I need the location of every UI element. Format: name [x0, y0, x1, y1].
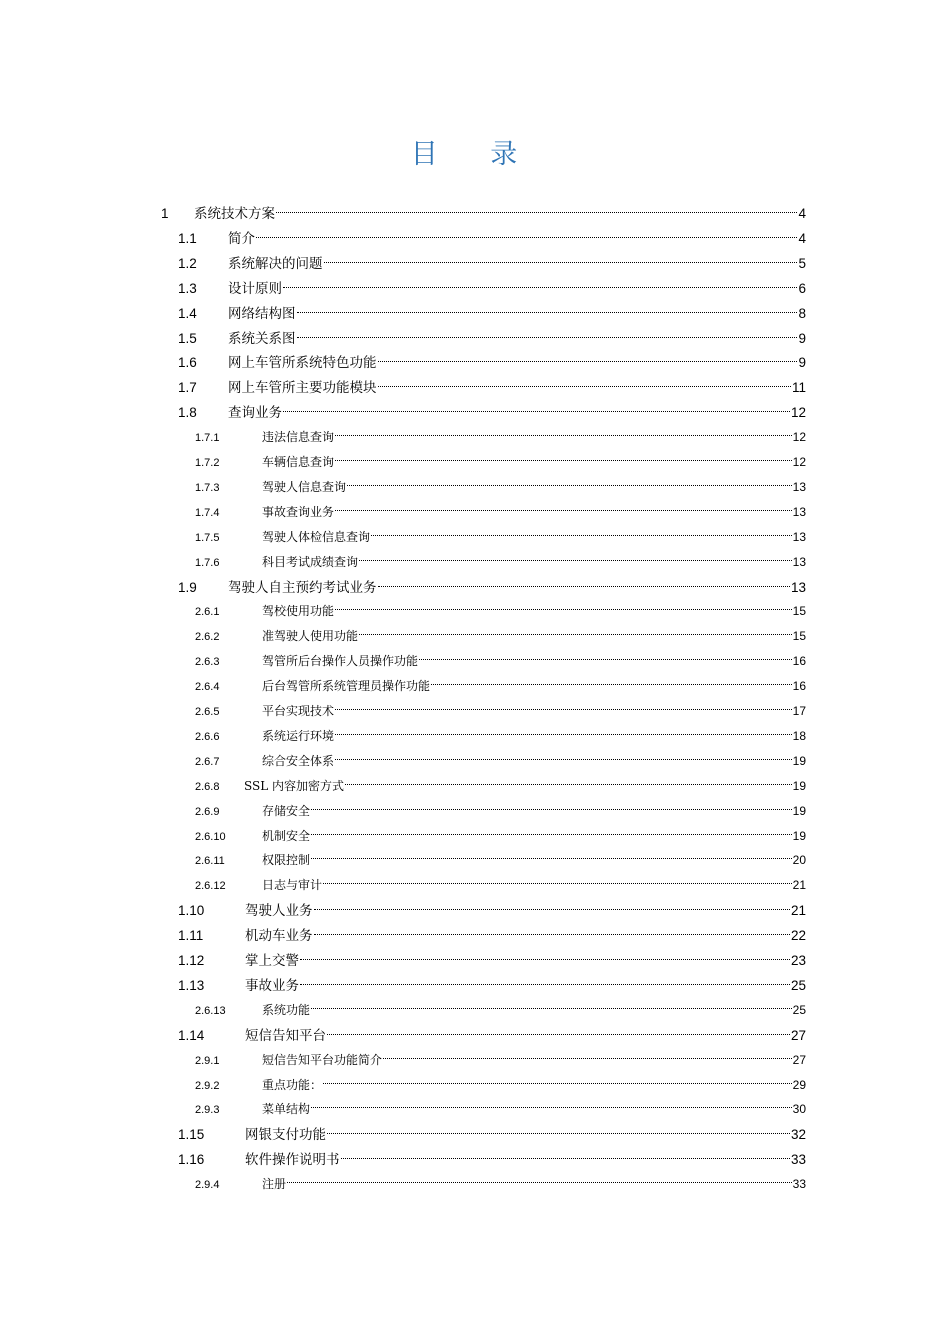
dot-leader: [419, 659, 792, 660]
toc-entry-number: 2.6.6: [195, 730, 220, 743]
toc-entry-label: 后台驾管所系统管理员操作功能: [262, 679, 431, 694]
toc-entry-number: 1.14: [178, 1027, 205, 1043]
toc-entry-label: 权限控制: [262, 853, 311, 868]
toc-entry[interactable]: [195, 500, 806, 525]
toc-entry-number: 2.9.1: [195, 1054, 220, 1067]
dot-leader: [335, 460, 792, 461]
dot-leader: [371, 535, 792, 536]
toc-entry-number: 1.7.2: [195, 457, 220, 469]
toc-entry[interactable]: [178, 1122, 806, 1147]
toc-entry-page: 13: [792, 554, 806, 569]
toc-entry[interactable]: [195, 1172, 806, 1197]
toc-entry[interactable]: [195, 824, 806, 849]
dot-leader: [283, 287, 797, 288]
toc-entry-number: 1.2: [178, 255, 197, 271]
toc-entry[interactable]: [178, 1147, 806, 1172]
toc-entry[interactable]: [195, 1097, 806, 1122]
toc-entry-page: 27: [792, 1052, 806, 1067]
toc-entry-page: 16: [792, 679, 806, 694]
toc-entry-label: 存储安全: [262, 803, 311, 818]
toc-entry-page: 20: [792, 853, 806, 868]
toc-entry-label: 驾校使用功能: [262, 604, 335, 619]
toc-entry-label: 车辆信息查询: [262, 455, 335, 469]
toc-entry-label: 违法信息查询: [262, 430, 335, 445]
dot-leader: [383, 1058, 792, 1059]
toc-entry-page: 9: [798, 330, 806, 346]
toc-entry-page: 21: [790, 903, 806, 919]
dot-leader: [345, 784, 792, 785]
toc-entry-label: 准驾驶人使用功能: [262, 629, 359, 644]
toc-entry-label: 短信告知平台功能简介: [262, 1052, 383, 1067]
dot-leader: [359, 634, 792, 635]
toc-entry-page: 27: [790, 1027, 806, 1043]
toc-entry-number: 1.7: [178, 380, 197, 396]
toc-entry-page: 19: [792, 828, 806, 843]
toc-entry-label: 事故业务: [245, 977, 299, 994]
toc-entry[interactable]: [178, 375, 806, 400]
toc-entry-number: 2.6.8: [195, 780, 220, 793]
toc-entry-label: 驾驶人体检信息查询: [262, 529, 371, 544]
toc-entry-label: 日志与审计: [262, 878, 323, 893]
toc-entry-page: 12: [792, 455, 806, 469]
toc-entry-number: 2.6.10: [195, 830, 226, 843]
toc-entry-number: 2.6.5: [195, 706, 220, 718]
toc-entry-page: 18: [792, 728, 806, 743]
toc-entry[interactable]: [195, 1048, 806, 1073]
toc-entry[interactable]: [195, 624, 806, 649]
dot-leader: [335, 510, 792, 511]
toc-entry[interactable]: [195, 724, 806, 749]
toc-entry[interactable]: [195, 1073, 806, 1098]
dot-leader: [287, 1182, 792, 1183]
toc-entry-page: 19: [792, 778, 806, 793]
toc-entry-page: 29: [792, 1077, 806, 1092]
toc-entry[interactable]: [195, 699, 806, 724]
toc-entry-number: 2.6.13: [195, 1004, 226, 1017]
toc-entry-label: 软件操作说明书: [245, 1152, 340, 1169]
dot-leader: [311, 858, 792, 859]
toc-entry-page: 16: [792, 654, 806, 669]
toc-entry-number: 1.11: [178, 928, 204, 944]
toc-entry-page: 15: [792, 604, 806, 619]
toc-entry-label: 平台实现技术: [262, 704, 335, 718]
toc-entry-page: 33: [790, 1152, 806, 1168]
toc-entry-number: 2.6.11: [195, 855, 225, 868]
toc-entry[interactable]: [195, 475, 806, 500]
dot-leader: [324, 262, 798, 263]
toc-entry-label: 短信告知平台: [245, 1027, 326, 1044]
dot-leader: [378, 386, 791, 387]
toc-entry[interactable]: [195, 649, 806, 674]
toc-entry-label: 重点功能：: [262, 1077, 323, 1092]
toc-entry-number: 1.10: [178, 903, 205, 919]
toc-entry[interactable]: [178, 326, 806, 351]
toc-entry-page: 19: [792, 753, 806, 768]
toc-entry[interactable]: [178, 226, 806, 251]
toc-entry-page: 9: [798, 355, 806, 371]
toc-entry-number: 1.7.3: [195, 481, 220, 494]
dot-leader: [335, 609, 792, 610]
toc-entry-page: 25: [790, 977, 806, 993]
toc-entry-number: 1.7.1: [195, 432, 220, 445]
toc-entry-label: SSL 内容加密方式: [244, 778, 345, 793]
toc-entry-label: 系统功能: [262, 1002, 311, 1017]
toc-entry-page: 32: [790, 1127, 806, 1143]
toc-entry[interactable]: [195, 774, 806, 799]
toc-entry-label: 系统解决的问题: [228, 255, 323, 272]
toc-entry-page: 21: [792, 878, 806, 893]
toc-entry-page: 4: [798, 206, 806, 221]
toc-entry[interactable]: [195, 998, 806, 1023]
toc-entry[interactable]: [178, 301, 806, 326]
toc-entry-label: 设计原则: [228, 280, 282, 297]
toc-entry-page: 13: [792, 504, 806, 519]
toc-entry-page: 22: [790, 928, 806, 944]
toc-entry-number: 1.13: [178, 977, 205, 993]
toc-entry-number: 1.12: [178, 953, 205, 968]
dot-leader: [297, 337, 798, 338]
toc-entry-label: 综合安全体系: [262, 753, 335, 768]
toc-entry[interactable]: [178, 350, 806, 375]
toc-entry-number: 2.9.2: [195, 1079, 220, 1092]
toc-entry-page: 30: [792, 1102, 806, 1117]
toc-entry-number: 1.4: [178, 305, 197, 321]
toc-entry-number: 2.6.9: [195, 805, 220, 818]
dot-leader: [311, 834, 792, 835]
toc-entry[interactable]: [178, 973, 806, 998]
dot-leader: [327, 1133, 790, 1134]
toc-entry-number: 1.3: [178, 280, 197, 296]
toc-entry-number: 2.6.12: [195, 880, 226, 893]
toc-entry[interactable]: [195, 674, 806, 699]
dot-leader: [323, 883, 792, 884]
toc-entry-number: 1.7.6: [195, 556, 220, 569]
toc-entry[interactable]: [195, 450, 806, 475]
toc-entry-number: 1.7.5: [195, 531, 220, 544]
toc-entry[interactable]: [195, 550, 806, 575]
dot-leader: [314, 934, 790, 935]
toc-entry-page: 12: [792, 430, 806, 445]
toc-entry[interactable]: [195, 525, 806, 550]
toc-entry-label: 网络结构图: [228, 305, 296, 322]
toc-entry-number: 1: [161, 206, 169, 221]
toc-entry-number: 2.6.7: [195, 755, 220, 768]
toc-entry[interactable]: [161, 201, 806, 226]
dot-leader: [311, 1107, 792, 1108]
dot-leader: [300, 984, 790, 985]
toc-entry[interactable]: [195, 848, 806, 873]
toc-entry-page: 5: [798, 255, 806, 271]
dot-leader: [378, 586, 790, 587]
toc-entry-number: 1.7.4: [195, 506, 220, 519]
toc-entry[interactable]: [178, 898, 806, 923]
toc-entry-number: 1.15: [178, 1127, 205, 1143]
toc-entry-label: 查询业务: [228, 405, 282, 422]
toc-entry-label: 科目考试成绩查询: [262, 554, 359, 569]
toc-entry-page: 13: [790, 579, 806, 595]
toc-entry-page: 8: [798, 305, 806, 321]
dot-leader: [335, 435, 792, 436]
toc-entry-label: 网上车管所系统特色功能: [228, 355, 377, 372]
toc-entry[interactable]: [178, 948, 806, 973]
toc-entry-label: 注册: [262, 1177, 287, 1192]
toc-entry[interactable]: [178, 400, 806, 425]
toc-entry-number: 1.9: [178, 579, 197, 595]
toc-entry-page: 11: [791, 380, 806, 396]
toc-entry-number: 1.1: [178, 230, 197, 246]
toc-entry-page: 25: [792, 1002, 806, 1017]
toc-entry[interactable]: [195, 599, 806, 624]
toc-entry-page: 4: [798, 230, 806, 246]
toc-entry-label: 网银支付功能: [245, 1127, 326, 1144]
toc-entry[interactable]: [178, 276, 806, 301]
dot-leader: [347, 485, 792, 486]
toc-entry[interactable]: [178, 923, 806, 948]
toc-entry-label: 驾驶人自主预约考试业务: [228, 579, 377, 596]
toc-entry-label: 系统运行环境: [262, 728, 335, 743]
toc-entry-label: 掌上交警: [245, 953, 299, 969]
toc-entry-label: 简介: [228, 230, 255, 247]
dot-leader: [327, 1034, 790, 1035]
dot-leader: [300, 959, 790, 960]
toc-entry-page: 17: [792, 704, 806, 718]
toc-entry-number: 2.9.3: [195, 1104, 220, 1117]
toc-entry[interactable]: [195, 799, 806, 824]
toc-entry-label: 系统关系图: [228, 330, 296, 347]
dot-leader: [276, 212, 797, 213]
dot-leader: [431, 684, 792, 685]
dot-leader: [256, 237, 797, 238]
toc-entry[interactable]: [178, 1023, 806, 1048]
toc-entry-page: 19: [792, 803, 806, 818]
dot-leader: [335, 759, 792, 760]
dot-leader: [335, 734, 792, 735]
dot-leader: [359, 560, 792, 561]
toc-entry-page: 23: [790, 953, 806, 968]
dot-leader: [297, 312, 798, 313]
toc-entry-number: 1.6: [178, 355, 197, 371]
toc-entry-label: 驾管所后台操作人员操作功能: [262, 654, 419, 669]
toc-entry-label: 事故查询业务: [262, 504, 335, 519]
toc-entry-page: 13: [792, 479, 806, 494]
toc-entry[interactable]: [178, 575, 806, 600]
dot-leader: [335, 709, 792, 710]
toc-entry-label: 机动车业务: [245, 928, 313, 945]
toc-entry-page: 15: [792, 629, 806, 644]
toc-entry-number: 2.6.3: [195, 656, 220, 669]
toc-entry-page: 33: [792, 1177, 806, 1192]
dot-leader: [311, 1008, 792, 1009]
toc-entry-label: 系统技术方案: [194, 206, 275, 222]
toc-entry-label: 网上车管所主要功能模块: [228, 380, 377, 397]
dot-leader: [323, 1083, 792, 1084]
toc-entry-page: 12: [790, 405, 806, 421]
toc-entry-number: 2.9.4: [195, 1179, 220, 1192]
toc-entry-number: 1.8: [178, 405, 197, 421]
toc-entry-number: 2.6.4: [195, 681, 220, 694]
dot-leader: [314, 909, 790, 910]
toc-entry-number: 2.6.2: [195, 631, 220, 644]
toc-entry-number: 2.6.1: [195, 606, 220, 619]
toc-entry[interactable]: [195, 425, 806, 450]
toc-entry-label: 菜单结构: [262, 1102, 311, 1117]
dot-leader: [311, 809, 792, 810]
toc-entry-label: 驾驶人业务: [245, 903, 313, 920]
toc-entry-page: 6: [798, 280, 806, 296]
toc-entry-label: 驾驶人信息查询: [262, 479, 347, 494]
dot-leader: [283, 411, 790, 412]
toc-entry-label: 机制安全: [262, 828, 311, 843]
toc-title: 目 录: [410, 139, 540, 170]
toc-entry[interactable]: [195, 749, 806, 774]
dot-leader: [341, 1158, 790, 1159]
toc-entry[interactable]: [195, 873, 806, 898]
toc-entry[interactable]: [178, 251, 806, 276]
toc-entry-page: 13: [792, 529, 806, 544]
toc-entry-number: 1.5: [178, 330, 197, 346]
dot-leader: [378, 361, 798, 362]
toc-entry-number: 1.16: [178, 1152, 205, 1168]
